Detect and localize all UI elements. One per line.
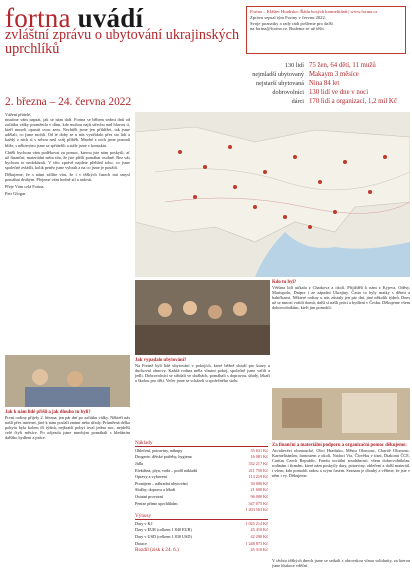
table-row <box>135 454 268 461</box>
map-svg <box>135 112 410 277</box>
photo-group <box>135 280 270 355</box>
row-value: 16 081 Kč <box>250 454 268 460</box>
photo-graphic <box>5 355 130 407</box>
stat-label: dárci <box>291 98 304 105</box>
result-value: 45 310 Kč <box>250 547 268 553</box>
row-label: Ostatní provozní <box>135 493 164 499</box>
stat-label: dobrovolníci <box>272 89 304 96</box>
box-arrival <box>5 410 130 578</box>
row-label: Opravy a vybavení <box>135 474 167 480</box>
subtitle: zvláštní zprávu o ubytování ukrajinských uprchlíků <box>5 27 240 57</box>
row-label: Peníze přímo uprchlíkům <box>135 500 178 506</box>
stat-label: nejmladší ubytovaný <box>252 71 304 78</box>
salutation: Vážení přátelé, <box>5 112 32 117</box>
row-label: Dotace <box>135 540 147 546</box>
stat-row <box>240 98 412 107</box>
map-image <box>135 112 410 277</box>
row-value: 21 600 Kč <box>250 487 268 493</box>
row-label: Dary v Kč <box>135 520 153 526</box>
stat-value: 75 žen, 64 dětí, 11 mužů <box>309 62 376 69</box>
info-line: na fortna@fortna.cz. Budeme se už těšit. <box>250 26 325 32</box>
box-heading: Kdo tu byl? <box>272 280 297 285</box>
info-line: Zprávu sepsal tým Fortny v červnu 2022. <box>250 14 326 20</box>
box-text: Arcidiecézi olomoucké, Obci Hradisko, Městu Olomouc, Charitě Olomouc, Karmelitánům, farnostem z okolí, Nadaci Via, Člověku v tísni, Diakonii ČCE, Caritas Czech Republic, Fondu sociální soudržnosti, všem dobrovolníkům, rodinám i firmám, které nám poskytly dary, potraviny, oblečení a další materiál, i všem, kdo pomohli radou a svým časem. Seznam je dlouhý a věříme, že jste v něm i vy. Děkujeme. <box>272 448 410 479</box>
box-text: První rodiny přijely 2. března, jen pár dní po začátku války. Někteří nás našli přes internet, jiné k nám poslali známí nebo úřady. Průměrná délka pobytu byla kolem tří týdnů, nejkratší pobyt trval jednu noc, nejdelší celé čtyři měsíce. Po odjezdu jsme mnohým pomáhali s hledáním dalšího bydlení a práce. <box>5 415 130 441</box>
intro-paragraph: Chtěli bychom vám poděkovat za pomoc, kterou jste nám poskytli, ať už finanční, materiální nebo tím, že jste přišli pomáhat osobně. Bez vás bychom to nedokázali. V této zprávě najdete přehled toho, co jsme společně zvládli, kolik peněz jsme vybrali a na co jsme je použili. <box>5 149 130 170</box>
table-row <box>135 527 268 534</box>
box-accommodation <box>135 358 270 438</box>
box-closing: V těchto těžkých dnech jsme se setkali s obrovskou vlnou solidarity, za kterou jsme hluboce vděční. <box>272 558 410 569</box>
table-row <box>135 480 268 487</box>
intro-paragraph: Přeje Vám celá Fortna. <box>5 184 45 190</box>
result-label: Rozdíl (zisk k 24. 6.) <box>135 547 179 554</box>
info-line: Fortna – Klášter Hradisko: Řádu bosých karmelitánů | www.fortna.cz <box>250 9 378 14</box>
info-line: Svoje poznatky a rady rádi pošleme pro další <box>250 20 333 26</box>
row-value: 42 290 Kč <box>250 533 268 539</box>
intro-paragraph: Děkujeme, že s námi sdílíte víru, že i v těžkých časech má smysl pomáhat druhým. Přejeme vám hodně sil a radosti. <box>5 172 130 183</box>
photo-room <box>272 388 410 440</box>
table-row <box>135 546 268 554</box>
row-label: Jídla <box>135 460 143 466</box>
stat-value: Nina 84 let <box>309 80 340 87</box>
finance-table <box>135 440 268 580</box>
date-range: 2. března – 24. června 2022 <box>5 96 132 108</box>
row-label: Oblečení, potraviny, nákupy <box>135 447 183 453</box>
stats-list <box>240 62 412 107</box>
row-value: 332 217 Kč <box>248 460 268 466</box>
row-label: Dary v EUR (celkem 1 840 EUR) <box>135 527 192 533</box>
title-black: uvádí <box>77 3 144 33</box>
income-heading: Výnosy <box>135 512 152 519</box>
table-row <box>135 447 268 454</box>
costs-table <box>135 447 268 513</box>
row-value: 35 631 Kč <box>250 447 268 453</box>
table-row <box>135 506 268 513</box>
photo-graphic <box>272 388 410 440</box>
stat-row <box>240 62 412 71</box>
signature: Petr Glogar <box>5 191 26 197</box>
stat-label: 130 lidí <box>284 62 304 69</box>
row-label: Drogerie, dětské potřeby, hygiena <box>135 454 192 460</box>
table-row <box>135 460 268 467</box>
table-row <box>135 500 268 507</box>
intro-paragraph: musíme vám napsat, jak se nám daří. Fortna se během sedmi dnů od začátku války proměnila v dům, kde mohou najít střechu nad hlavou ti, kteří museli opustit svou zem. Nechtěli jsme jen přihlížet, tak jsme udělali, co jsme mohli. Od té doby se u nás vystřídalo přes sto lidí a každý z nich si s sebou nesl svůj příběh. Mnohé z nich jsme poznali blíže, s některými jsme se spřátelili a stále jsme v kontaktu. <box>5 117 130 148</box>
box-heading: Za finanční a materiální podporu a organizační pomoc děkujeme: <box>272 443 407 448</box>
stat-label: nejstarší ubytovaná <box>256 80 304 87</box>
row-value: 113 219 Kč <box>248 474 268 480</box>
table-row <box>135 473 268 480</box>
box-heading: Jak k nám lidé přišli a jak dlouho tu byli? <box>5 410 91 415</box>
costs-total: 1 203 563 Kč <box>245 507 268 513</box>
stat-value: 130 lidí ve dne v noci <box>309 89 369 96</box>
row-value: 96 000 Kč <box>250 493 268 499</box>
row-value: 347 075 Kč <box>248 500 268 506</box>
stat-value: 170 lidí a organizací, 1,2 mil Kč <box>309 98 397 105</box>
table-row <box>135 467 268 474</box>
box-thanks <box>272 443 410 579</box>
table-row <box>135 493 268 500</box>
photo-children <box>5 355 130 407</box>
row-label: Dary v USD (celkem 1 830 USD) <box>135 533 192 539</box>
table-row <box>135 487 268 494</box>
box-who <box>272 280 410 385</box>
row-label: Elektřina, plyn, voda – podíl nákladů <box>135 467 198 473</box>
box-text: Většina lidí utíkala z Charkova a okolí. Přijížděli k nám z Kyjeva, Oděsy, Mariupolu, Dnipra i ze západní Ukrajiny. Často to byly matky s dětmi a babičkami. Některé rodiny u nás zůstaly jen pár dní, jiné několik týdnů. Dnes už se mnozí vrátili domů, další si našli práci a bydlení v Česku. Děkujeme všem dobrovolníkům, kteří jim pomohli. <box>272 285 410 311</box>
stat-row <box>240 80 412 89</box>
row-label: Pronájem – náhradní ubytování <box>135 480 188 486</box>
row-value: 1 248 873 Kč <box>245 540 268 546</box>
income-table <box>135 520 268 554</box>
row-value: 1 025 214 Kč <box>245 520 268 526</box>
costs-heading: Náklady <box>135 440 153 446</box>
row-value: 30 000 Kč <box>250 480 268 486</box>
box-text: Na Fortně byli lidé ubytováni v pokojích, které běžně slouží pro kurzy a duchovní obnovy. Každá rodina měla vlastní pokoj, společně jsme vařili a jedli. Dobrovolníci se střídali ve službách, pomáhali s dopravou, úřady, lékaři a školou pro děti. Večer jsme se scházeli u společného stolu. <box>135 363 270 384</box>
info-box <box>246 6 406 54</box>
row-value: 45 410 Kč <box>250 527 268 533</box>
title-red: fortna <box>5 3 71 33</box>
box-heading: Jak vypadalo ubytování? <box>135 358 187 363</box>
row-value: 211 750 Kč <box>248 467 268 473</box>
photo-graphic <box>135 280 270 355</box>
intro-letter <box>5 112 130 352</box>
stat-value: Makaym 3 měsíce <box>309 71 359 78</box>
stat-row <box>240 71 412 80</box>
table-row <box>135 520 268 527</box>
stat-row <box>240 89 412 98</box>
table-row <box>135 540 268 547</box>
row-label: Služby, doprava a lékaři <box>135 487 176 493</box>
table-row <box>135 533 268 540</box>
